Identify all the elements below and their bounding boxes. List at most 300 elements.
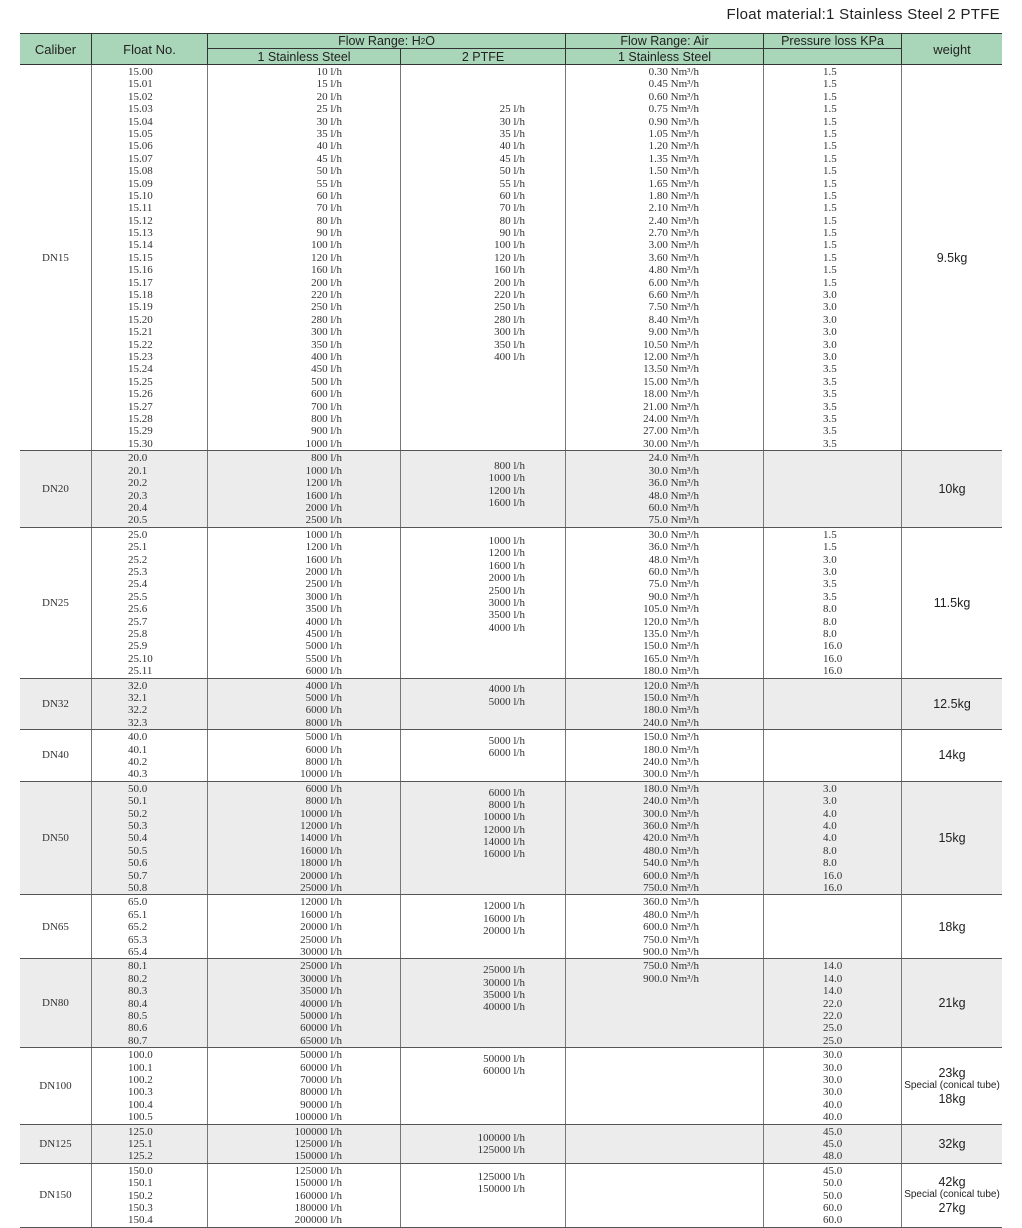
- ptfe-flow-column: [400, 730, 565, 781]
- header-flow-h2o-sub: 2: [420, 36, 426, 46]
- float-no-cell: 80.1: [128, 960, 148, 973]
- caliber-cell: DN50: [42, 832, 69, 845]
- float-no-cell: 100.4: [128, 1098, 153, 1111]
- stainless-flow-cell: 4000 l/h: [305, 615, 342, 628]
- pressure-loss-column: [763, 528, 901, 678]
- ptfe-flow-cell: 20000 l/h: [483, 924, 525, 937]
- air-flow-column: [565, 730, 763, 781]
- air-flow-cell: 120.0 Nm³/h: [643, 679, 699, 692]
- stainless-flow-cell: 125000 l/h: [294, 1164, 342, 1177]
- ptfe-flow-cell: 80 l/h: [499, 214, 525, 227]
- air-flow-cell: 300.0 Nm³/h: [643, 768, 699, 781]
- air-flow-cell: 240.0 Nm³/h: [643, 795, 699, 808]
- float-no-cell: 20.4: [128, 501, 148, 514]
- group-dn65: [20, 895, 1002, 959]
- pressure-loss-column: [763, 65, 901, 450]
- pressure-loss-cell: 30.0: [823, 1061, 843, 1074]
- weight-cell: [901, 451, 1002, 526]
- ptfe-flow-cell: 200 l/h: [494, 276, 525, 289]
- air-flow-column: [565, 679, 763, 730]
- ptfe-flow-cell: 6000 l/h: [488, 786, 525, 799]
- stainless-flow-cell: 12000 l/h: [300, 819, 342, 832]
- stainless-flow-cell: 35000 l/h: [300, 985, 342, 998]
- stainless-flow-cell: 200 l/h: [311, 276, 342, 289]
- air-flow-column: [565, 1048, 763, 1123]
- air-flow-cell: 15.00 Nm³/h: [643, 375, 699, 388]
- ptfe-flow-cell: 1000 l/h: [488, 472, 525, 485]
- float-no-cell: 20.3: [128, 489, 148, 502]
- air-flow-cell: 420.0 Nm³/h: [643, 832, 699, 845]
- stainless-flow-cell: 14000 l/h: [300, 832, 342, 845]
- air-flow-cell: 750.0 Nm³/h: [643, 881, 699, 894]
- float-no-cell: 15.28: [128, 412, 153, 425]
- float-no-cell: 32.0: [128, 679, 148, 692]
- float-no-column: [91, 895, 207, 958]
- pressure-loss-cell: 1.5: [823, 115, 837, 128]
- air-flow-column: [565, 1125, 763, 1163]
- float-no-cell: 50.1: [128, 795, 148, 808]
- pressure-loss-cell: 1.5: [823, 78, 837, 91]
- air-flow-cell: 480.0 Nm³/h: [643, 908, 699, 921]
- ptfe-flow-cell: 5000 l/h: [488, 695, 525, 708]
- air-flow-cell: 180.0 Nm³/h: [643, 743, 699, 756]
- stainless-flow-cell: 30000 l/h: [300, 972, 342, 985]
- float-no-cell: 15.04: [128, 115, 153, 128]
- air-flow-column: [565, 959, 763, 1047]
- stainless-flow-cell: 800 l/h: [311, 452, 342, 465]
- float-no-cell: 80.2: [128, 972, 148, 985]
- pressure-loss-cell: 1.5: [823, 90, 837, 103]
- stainless-flow-cell: 45 l/h: [316, 152, 342, 165]
- ptfe-flow-cell: 12000 l/h: [483, 900, 525, 913]
- air-flow-cell: 540.0 Nm³/h: [643, 857, 699, 870]
- air-flow-cell: 1.20 Nm³/h: [648, 140, 699, 153]
- stainless-flow-cell: 10 l/h: [316, 66, 342, 78]
- air-flow-cell: 30.0 Nm³/h: [648, 464, 699, 477]
- stainless-flow-cell: 160000 l/h: [294, 1189, 342, 1202]
- float-no-cell: 50.5: [128, 844, 148, 857]
- stainless-flow-cell: 2000 l/h: [305, 501, 342, 514]
- stainless-flow-cell: 30000 l/h: [300, 945, 342, 958]
- air-flow-cell: 4.80 Nm³/h: [648, 264, 699, 277]
- stainless-flow-cell: 5000 l/h: [305, 691, 342, 704]
- ptfe-flow-cell: 125000 l/h: [477, 1170, 525, 1183]
- float-no-cell: 15.20: [128, 313, 153, 326]
- float-no-cell: 15.27: [128, 400, 153, 413]
- stainless-flow-cell: 900 l/h: [311, 425, 342, 438]
- pressure-loss-cell: 14.0: [823, 972, 843, 985]
- pressure-loss-column: [763, 1125, 901, 1163]
- pressure-loss-cell: 1.5: [823, 227, 837, 240]
- air-flow-cell: 600.0 Nm³/h: [643, 921, 699, 934]
- float-no-cell: 150.0: [128, 1164, 153, 1177]
- air-flow-cell: 0.90 Nm³/h: [648, 115, 699, 128]
- air-flow-cell: 480.0 Nm³/h: [643, 844, 699, 857]
- group-dn40: [20, 730, 1002, 782]
- header-pressure: Pressure loss KPa: [763, 34, 901, 49]
- stainless-flow-cell: 15 l/h: [316, 78, 342, 91]
- float-no-cell: 15.21: [128, 326, 153, 339]
- air-flow-cell: 1.35 Nm³/h: [648, 152, 699, 165]
- group-dn125: [20, 1125, 1002, 1164]
- pressure-loss-cell: 1.5: [823, 214, 837, 227]
- ptfe-flow-cell: 8000 l/h: [488, 798, 525, 811]
- ptfe-flow-cell: 30 l/h: [499, 115, 525, 128]
- stainless-flow-cell: 250 l/h: [311, 301, 342, 314]
- stainless-flow-cell: 6000 l/h: [305, 665, 342, 678]
- stainless-flow-cell: 18000 l/h: [300, 857, 342, 870]
- air-flow-cell: 240.0 Nm³/h: [643, 716, 699, 729]
- pressure-loss-cell: 40.0: [823, 1111, 843, 1124]
- float-no-column: [91, 1048, 207, 1123]
- air-flow-cell: 150.0 Nm³/h: [643, 640, 699, 653]
- float-no-cell: 15.19: [128, 301, 153, 314]
- air-flow-cell: 135.0 Nm³/h: [643, 627, 699, 640]
- pressure-loss-cell: 16.0: [823, 869, 843, 882]
- float-no-cell: 15.24: [128, 363, 153, 376]
- pressure-loss-cell: 14.0: [823, 985, 843, 998]
- pressure-loss-cell: 3.5: [823, 590, 837, 603]
- pressure-loss-cell: 4.0: [823, 807, 837, 820]
- float-no-cell: 32.2: [128, 704, 148, 717]
- float-no-cell: 50.6: [128, 857, 148, 870]
- stainless-flow-cell: 60000 l/h: [300, 1061, 342, 1074]
- caliber-cell: DN15: [42, 251, 69, 264]
- pressure-loss-cell: 60.0: [823, 1214, 843, 1227]
- air-flow-cell: 36.0 Nm³/h: [648, 541, 699, 554]
- air-flow-cell: 6.00 Nm³/h: [648, 276, 699, 289]
- float-no-column: [91, 959, 207, 1047]
- air-flow-cell: 75.0 Nm³/h: [648, 514, 699, 527]
- stainless-flow-cell: 100000 l/h: [294, 1125, 342, 1138]
- stainless-flow-cell: 80 l/h: [316, 214, 342, 227]
- pressure-loss-cell: 3.5: [823, 388, 837, 401]
- pressure-loss-cell: 1.5: [823, 165, 837, 178]
- pressure-loss-cell: 3.0: [823, 326, 837, 339]
- ptfe-flow-cell: 50 l/h: [499, 165, 525, 178]
- float-no-cell: 80.6: [128, 1022, 148, 1035]
- ptfe-flow-cell: 5000 l/h: [488, 734, 525, 747]
- air-flow-cell: 36.0 Nm³/h: [648, 477, 699, 490]
- pressure-loss-cell: 50.0: [823, 1189, 843, 1202]
- float-no-cell: 15.14: [128, 239, 153, 252]
- stainless-flow-column: [207, 1048, 400, 1123]
- air-flow-cell: 60.0 Nm³/h: [648, 565, 699, 578]
- air-flow-cell: 150.0 Nm³/h: [643, 731, 699, 744]
- stainless-flow-cell: 25000 l/h: [300, 960, 342, 973]
- weight-value: 21kg: [938, 996, 966, 1011]
- float-no-column: [91, 65, 207, 450]
- pressure-loss-cell: 8.0: [823, 603, 837, 616]
- float-no-cell: 125.0: [128, 1125, 153, 1138]
- weight-cell: [901, 65, 1002, 450]
- ptfe-flow-cell: 16000 l/h: [483, 912, 525, 925]
- air-flow-cell: 0.30 Nm³/h: [648, 66, 699, 78]
- group-dn20: [20, 451, 1002, 527]
- ptfe-flow-column: [400, 1125, 565, 1163]
- caliber-cell: DN65: [42, 920, 69, 933]
- caliber-cell: DN40: [42, 749, 69, 762]
- stainless-flow-cell: 16000 l/h: [300, 908, 342, 921]
- stainless-flow-cell: 40000 l/h: [300, 997, 342, 1010]
- float-no-cell: 15.13: [128, 227, 153, 240]
- stainless-flow-cell: 55 l/h: [316, 177, 342, 190]
- pressure-loss-cell: 50.0: [823, 1177, 843, 1190]
- air-flow-cell: 6.60 Nm³/h: [648, 289, 699, 302]
- float-no-cell: 25.5: [128, 590, 148, 603]
- air-flow-cell: 75.0 Nm³/h: [648, 578, 699, 591]
- float-no-cell: 25.11: [128, 665, 153, 678]
- stainless-flow-cell: 100 l/h: [311, 239, 342, 252]
- air-flow-cell: 900.0 Nm³/h: [643, 972, 699, 985]
- stainless-flow-cell: 35 l/h: [316, 127, 342, 140]
- stainless-flow-cell: 40 l/h: [316, 140, 342, 153]
- ptfe-flow-cell: 14000 l/h: [483, 836, 525, 849]
- stainless-flow-cell: 500 l/h: [311, 375, 342, 388]
- float-no-cell: 15.17: [128, 276, 153, 289]
- stainless-flow-cell: 5500 l/h: [305, 652, 342, 665]
- air-flow-cell: 180.0 Nm³/h: [643, 782, 699, 795]
- pressure-loss-cell: 16.0: [823, 652, 843, 665]
- stainless-flow-cell: 30 l/h: [316, 115, 342, 128]
- weight-cell: [901, 528, 1002, 678]
- stainless-flow-cell: 25000 l/h: [300, 933, 342, 946]
- float-no-cell: 25.1: [128, 541, 148, 554]
- float-no-cell: 150.1: [128, 1177, 153, 1190]
- weight-value: 11.5kg: [933, 595, 971, 610]
- float-no-cell: 15.16: [128, 264, 153, 277]
- ptfe-flow-cell: 220 l/h: [494, 289, 525, 302]
- header-ss: 1 Stainless Steel: [207, 49, 400, 64]
- ptfe-flow-column: [400, 895, 565, 958]
- stainless-flow-cell: 300 l/h: [311, 326, 342, 339]
- weight-cell: [901, 895, 1002, 958]
- air-flow-cell: 27.00 Nm³/h: [643, 425, 699, 438]
- float-no-cell: 20.0: [128, 452, 148, 465]
- caliber-cell: DN20: [42, 483, 69, 496]
- float-no-cell: 100.5: [128, 1111, 153, 1124]
- pressure-loss-cell: 3.0: [823, 301, 837, 314]
- pressure-loss-cell: 45.0: [823, 1125, 843, 1138]
- ptfe-flow-column: [400, 1048, 565, 1123]
- float-no-cell: 125.2: [128, 1150, 153, 1163]
- weight-value: 18kg: [938, 1091, 966, 1106]
- float-no-cell: 32.3: [128, 716, 148, 729]
- header-weight: weight: [901, 34, 1002, 64]
- float-no-cell: 15.29: [128, 425, 153, 438]
- pressure-loss-cell: 3.5: [823, 412, 837, 425]
- pressure-loss-cell: 3.0: [823, 350, 837, 363]
- ptfe-flow-cell: 1600 l/h: [488, 559, 525, 572]
- ptfe-flow-cell: 280 l/h: [494, 313, 525, 326]
- header-air-ss: 1 Stainless Steel: [565, 49, 763, 64]
- air-flow-cell: 48.0 Nm³/h: [648, 553, 699, 566]
- stainless-flow-column: [207, 959, 400, 1047]
- float-no-cell: 15.01: [128, 78, 153, 91]
- float-no-cell: 20.5: [128, 514, 148, 527]
- stainless-flow-cell: 160 l/h: [311, 264, 342, 277]
- float-no-cell: 20.1: [128, 464, 148, 477]
- float-no-cell: 25.10: [128, 652, 153, 665]
- ptfe-flow-cell: 10000 l/h: [483, 811, 525, 824]
- stainless-flow-column: [207, 1164, 400, 1227]
- air-flow-column: [565, 1164, 763, 1227]
- float-no-cell: 15.11: [128, 202, 153, 215]
- float-no-cell: 80.4: [128, 997, 148, 1010]
- pressure-loss-cell: 25.0: [823, 1022, 843, 1035]
- float-no-cell: 15.18: [128, 289, 153, 302]
- pressure-loss-cell: 8.0: [823, 857, 837, 870]
- ptfe-flow-cell: 150000 l/h: [477, 1183, 525, 1196]
- pressure-loss-column: [763, 679, 901, 730]
- float-no-cell: 25.4: [128, 578, 148, 591]
- stainless-flow-cell: 10000 l/h: [300, 807, 342, 820]
- air-flow-cell: 120.0 Nm³/h: [643, 615, 699, 628]
- float-no-cell: 40.3: [128, 768, 148, 781]
- float-no-cell: 25.3: [128, 565, 148, 578]
- air-flow-cell: 90.0 Nm³/h: [648, 590, 699, 603]
- float-no-cell: 15.25: [128, 375, 153, 388]
- air-flow-cell: 12.00 Nm³/h: [643, 350, 699, 363]
- float-no-cell: 15.30: [128, 437, 153, 450]
- stainless-flow-column: [207, 730, 400, 781]
- pressure-loss-cell: 8.0: [823, 615, 837, 628]
- float-no-cell: 15.09: [128, 177, 153, 190]
- ptfe-flow-cell: 35000 l/h: [483, 988, 525, 1001]
- pressure-loss-cell: 1.5: [823, 140, 837, 153]
- air-flow-cell: 600.0 Nm³/h: [643, 869, 699, 882]
- ptfe-flow-cell: 800 l/h: [494, 459, 525, 472]
- ptfe-flow-cell: 125000 l/h: [477, 1144, 525, 1157]
- stainless-flow-cell: 2000 l/h: [305, 565, 342, 578]
- weight-cell: [901, 1048, 1002, 1123]
- float-no-cell: 15.12: [128, 214, 153, 227]
- pressure-loss-cell: 4.0: [823, 832, 837, 845]
- weight-value: 27kg: [938, 1201, 966, 1216]
- pressure-loss-cell: 45.0: [823, 1164, 843, 1177]
- pressure-loss-cell: 3.5: [823, 400, 837, 413]
- header-flow-h2o-tail: O: [425, 34, 435, 48]
- pressure-loss-cell: 3.0: [823, 782, 837, 795]
- stainless-flow-column: [207, 679, 400, 730]
- float-no-cell: 15.22: [128, 338, 153, 351]
- weight-note: Special (conical tube): [904, 1079, 1000, 1091]
- float-no-cell: 65.4: [128, 945, 148, 958]
- ptfe-flow-cell: 70 l/h: [499, 202, 525, 215]
- pressure-loss-cell: 3.5: [823, 363, 837, 376]
- weight-value: 14kg: [938, 748, 966, 763]
- pressure-loss-cell: 1.5: [823, 189, 837, 202]
- air-flow-cell: 360.0 Nm³/h: [643, 819, 699, 832]
- pressure-loss-cell: 1.5: [823, 541, 837, 554]
- float-no-cell: 20.2: [128, 477, 148, 490]
- air-flow-cell: 180.0 Nm³/h: [643, 704, 699, 717]
- pressure-loss-cell: 1.5: [823, 276, 837, 289]
- float-no-cell: 80.7: [128, 1034, 148, 1047]
- air-flow-column: [565, 65, 763, 450]
- air-flow-cell: 1.65 Nm³/h: [648, 177, 699, 190]
- pressure-loss-cell: 14.0: [823, 960, 843, 973]
- stainless-flow-cell: 100000 l/h: [294, 1111, 342, 1124]
- pressure-loss-cell: 3.0: [823, 565, 837, 578]
- float-no-cell: 15.00: [128, 66, 153, 78]
- pressure-loss-cell: 30.0: [823, 1073, 843, 1086]
- header-flow-air: Flow Range: Air: [565, 34, 763, 49]
- float-no-cell: 125.1: [128, 1137, 153, 1150]
- float-no-cell: 65.0: [128, 896, 148, 909]
- air-flow-column: [565, 528, 763, 678]
- caliber-cell: DN150: [39, 1189, 72, 1202]
- caliber-cell: DN80: [42, 997, 69, 1010]
- header-ptfe: 2 PTFE: [400, 49, 565, 64]
- float-no-cell: 50.0: [128, 782, 148, 795]
- ptfe-flow-column: [400, 782, 565, 895]
- float-no-column: [91, 1164, 207, 1227]
- air-flow-cell: 900.0 Nm³/h: [643, 945, 699, 958]
- pressure-loss-cell: 1.5: [823, 264, 837, 277]
- float-no-cell: 15.26: [128, 388, 153, 401]
- float-no-cell: 50.2: [128, 807, 148, 820]
- float-no-column: [91, 730, 207, 781]
- stainless-flow-cell: 350 l/h: [311, 338, 342, 351]
- stainless-flow-cell: 700 l/h: [311, 400, 342, 413]
- air-flow-cell: 0.75 Nm³/h: [648, 103, 699, 116]
- air-flow-cell: 8.40 Nm³/h: [648, 313, 699, 326]
- air-flow-cell: 180.0 Nm³/h: [643, 665, 699, 678]
- ptfe-flow-column: [400, 451, 565, 526]
- pressure-loss-cell: 22.0: [823, 1009, 843, 1022]
- stainless-flow-cell: 1000 l/h: [305, 437, 342, 450]
- table-header: [20, 33, 1002, 65]
- pressure-loss-column: [763, 782, 901, 895]
- float-no-cell: 15.07: [128, 152, 153, 165]
- stainless-flow-cell: 70 l/h: [316, 202, 342, 215]
- stainless-flow-cell: 20000 l/h: [300, 869, 342, 882]
- air-flow-cell: 3.60 Nm³/h: [648, 251, 699, 264]
- ptfe-flow-cell: 300 l/h: [494, 326, 525, 339]
- weight-cell: [901, 730, 1002, 781]
- float-no-cell: 65.1: [128, 908, 148, 921]
- stainless-flow-cell: 90 l/h: [316, 227, 342, 240]
- ptfe-flow-cell: 400 l/h: [494, 351, 525, 363]
- float-no-cell: 40.2: [128, 755, 148, 768]
- ptfe-flow-cell: 4000 l/h: [488, 621, 525, 634]
- ptfe-flow-cell: 4000 l/h: [488, 683, 525, 696]
- ptfe-flow-cell: 45 l/h: [499, 152, 525, 165]
- stainless-flow-cell: 120 l/h: [311, 251, 342, 264]
- stainless-flow-cell: 3000 l/h: [305, 590, 342, 603]
- stainless-flow-cell: 8000 l/h: [305, 755, 342, 768]
- pressure-loss-cell: 1.5: [823, 152, 837, 165]
- ptfe-flow-cell: 100000 l/h: [477, 1131, 525, 1144]
- group-dn100: [20, 1048, 1002, 1124]
- air-flow-cell: 9.00 Nm³/h: [648, 326, 699, 339]
- float-no-cell: 100.0: [128, 1049, 153, 1062]
- float-no-cell: 25.7: [128, 615, 148, 628]
- ptfe-flow-cell: 90 l/h: [499, 227, 525, 240]
- group-dn25: [20, 528, 1002, 679]
- weight-cell: [901, 1164, 1002, 1227]
- pressure-loss-cell: 4.0: [823, 819, 837, 832]
- air-flow-column: [565, 782, 763, 895]
- stainless-flow-cell: 1200 l/h: [305, 477, 342, 490]
- float-no-cell: 100.2: [128, 1073, 153, 1086]
- pressure-loss-column: [763, 895, 901, 958]
- stainless-flow-column: [207, 528, 400, 678]
- stainless-flow-cell: 50000 l/h: [300, 1009, 342, 1022]
- weight-value: 12.5kg: [933, 696, 971, 711]
- pressure-loss-cell: 30.0: [823, 1086, 843, 1099]
